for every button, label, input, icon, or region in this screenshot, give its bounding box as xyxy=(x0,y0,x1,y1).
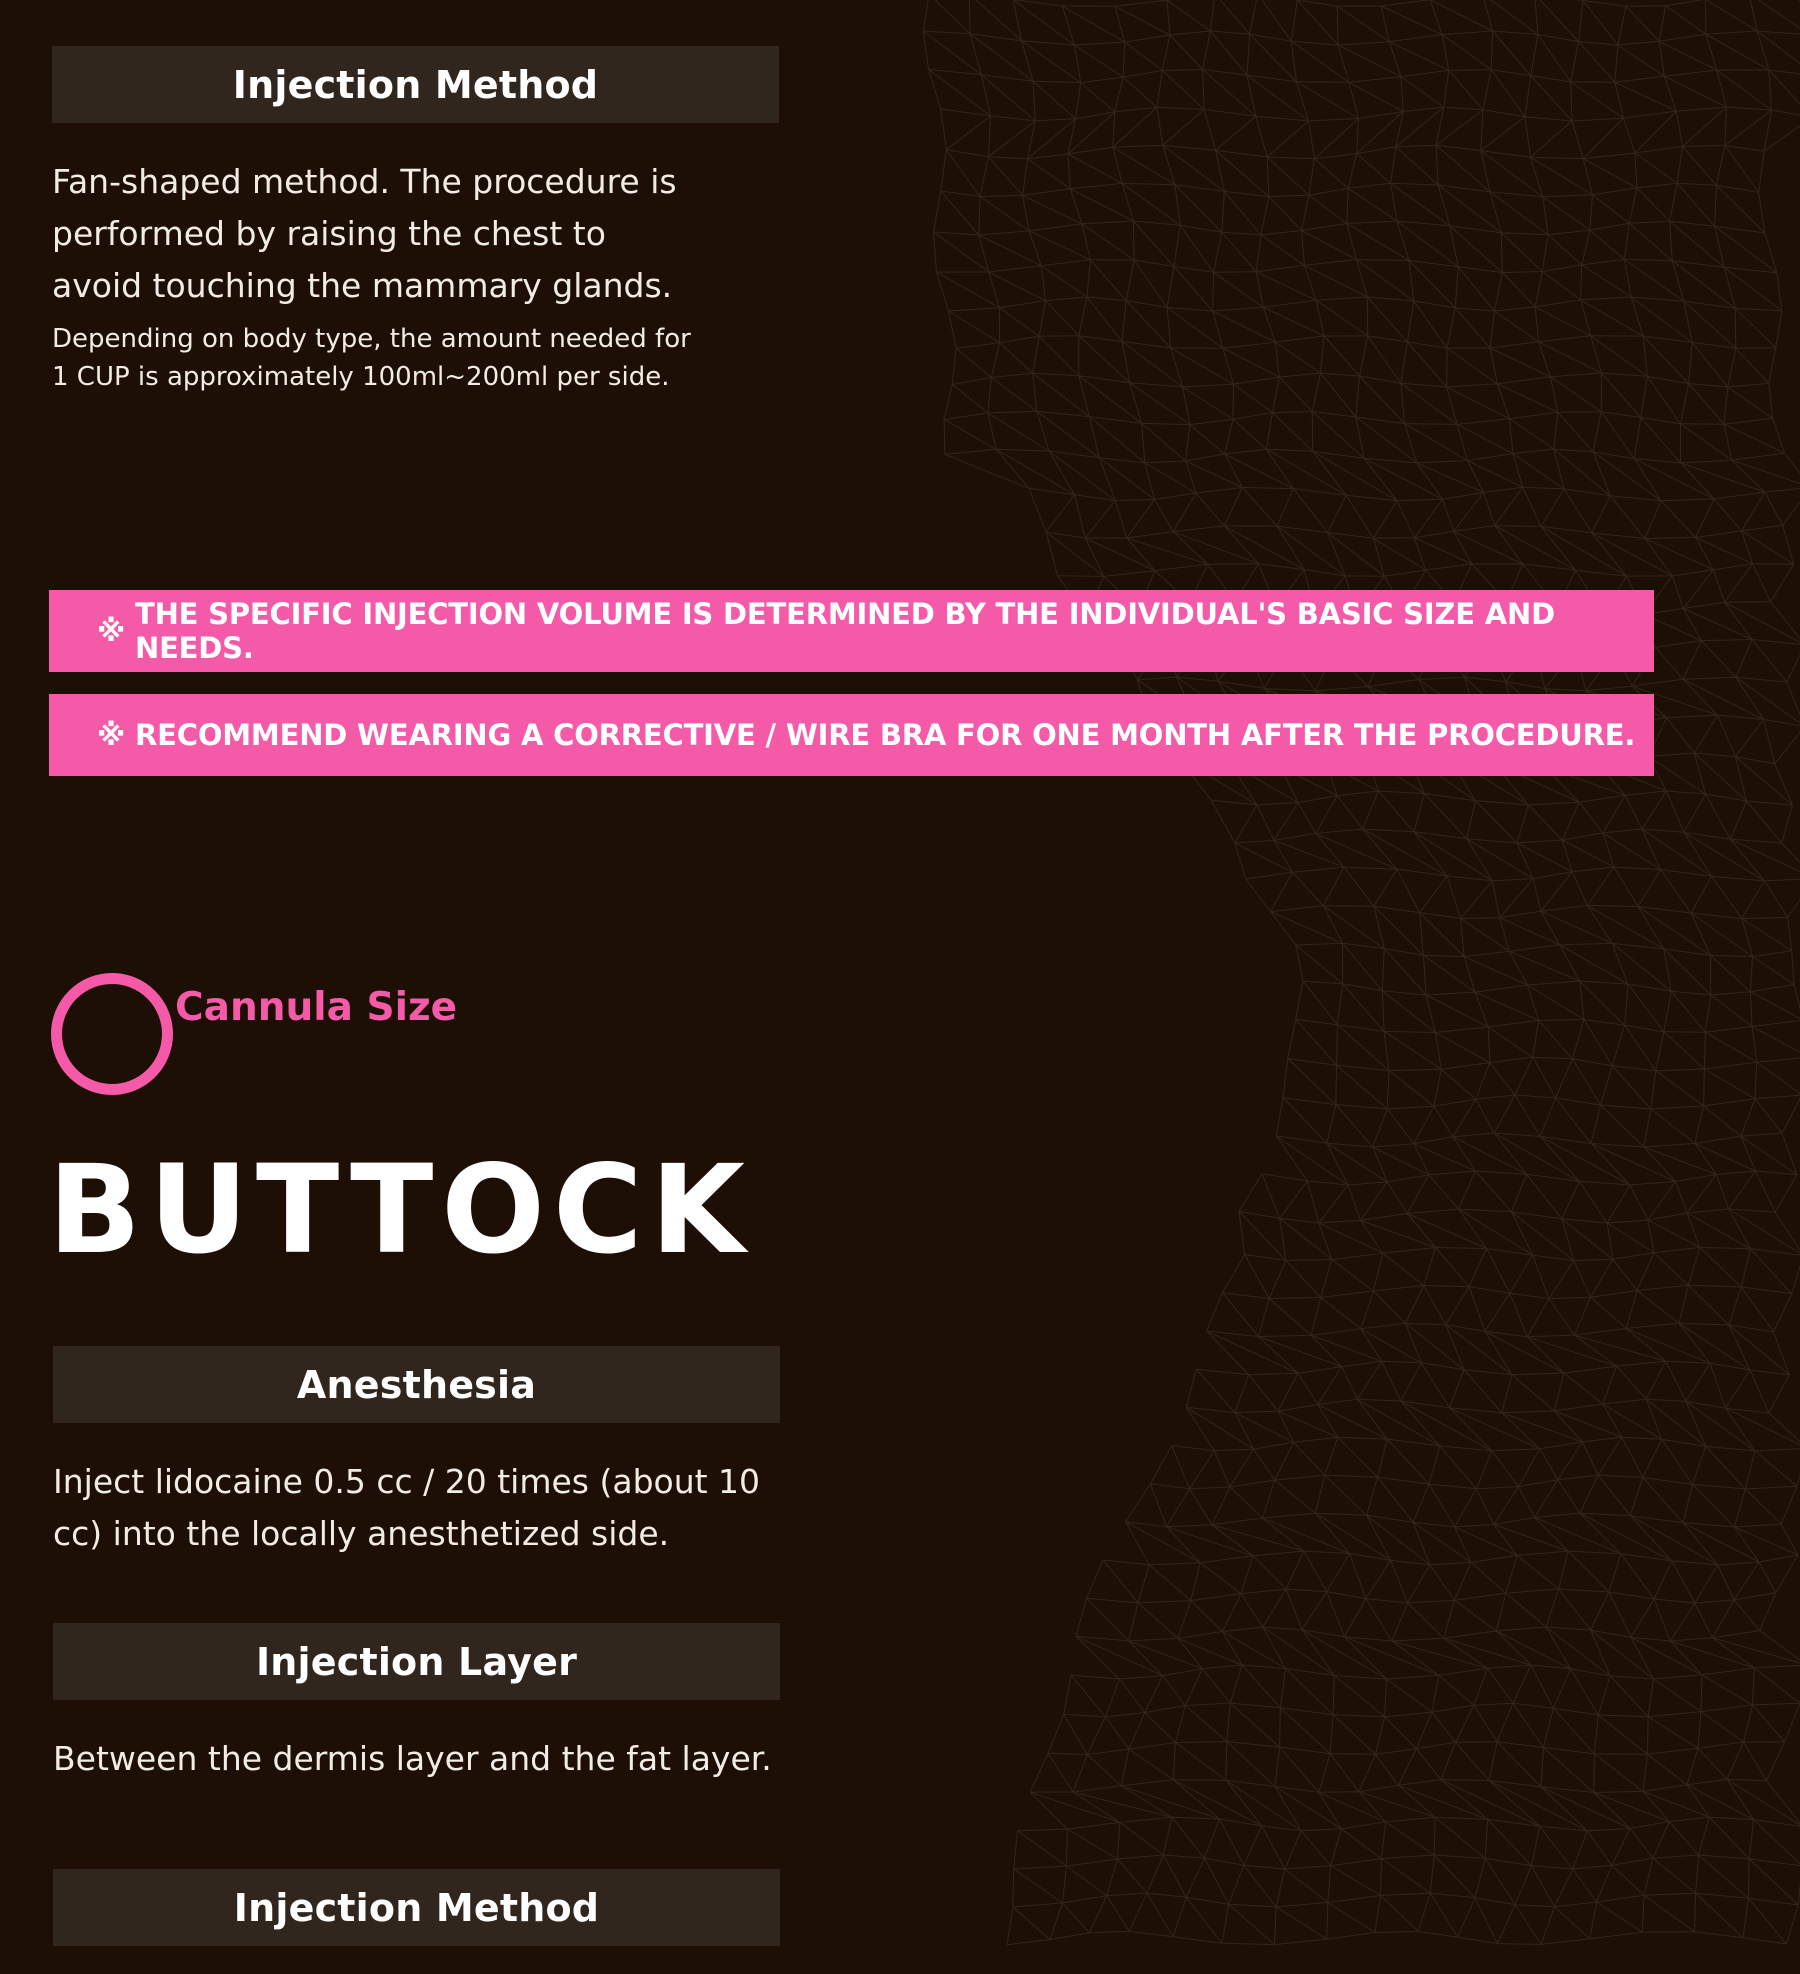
anesthesia-header xyxy=(53,1346,780,1423)
ring-icon xyxy=(51,973,173,1095)
cannula-size-label: Cannula Size xyxy=(175,985,458,1030)
notice-injection-volume xyxy=(49,590,1654,672)
buttock-title: BUTTOCK xyxy=(48,1139,754,1281)
reference-mark-icon: ※ xyxy=(97,614,125,648)
anesthesia-description: Inject lidocaine 0.5 cc / 20 times (about 10 cc) into the locally anesthetized side. xyxy=(53,1462,761,1553)
injection-layer-header xyxy=(53,1623,780,1700)
injection-method-description: Fan-shaped method. The procedure is performed by raising the chest to avoid touching the mammary glands. xyxy=(52,162,677,305)
injection-method-header-label: Injection Method xyxy=(232,62,599,107)
injection-layer-header-label: Injection Layer xyxy=(255,1639,578,1684)
notice-text: THE SPECIFIC INJECTION VOLUME IS DETERMINED BY THE INDIVIDUAL'S BASIC SIZE AND NEEDS. xyxy=(135,597,1555,665)
notice-text: RECOMMEND WEARING A CORRECTIVE / WIRE BRA FOR ONE MONTH AFTER THE PROCEDURE. xyxy=(135,718,1636,752)
reference-mark-icon: ※ xyxy=(97,718,125,752)
buttock-injection-method-header xyxy=(53,1869,780,1946)
anesthesia-header-label: Anesthesia xyxy=(296,1362,537,1407)
notice-corrective-bra xyxy=(49,694,1654,776)
cup-volume-note: Depending on body type, the amount needed for 1 CUP is approximately 100ml~200ml per side. xyxy=(52,324,691,392)
injection-layer-description: Between the dermis layer and the fat layer. xyxy=(53,1739,772,1778)
buttock-injection-method-header-label: Injection Method xyxy=(233,1885,600,1930)
injection-method-header xyxy=(52,46,779,123)
